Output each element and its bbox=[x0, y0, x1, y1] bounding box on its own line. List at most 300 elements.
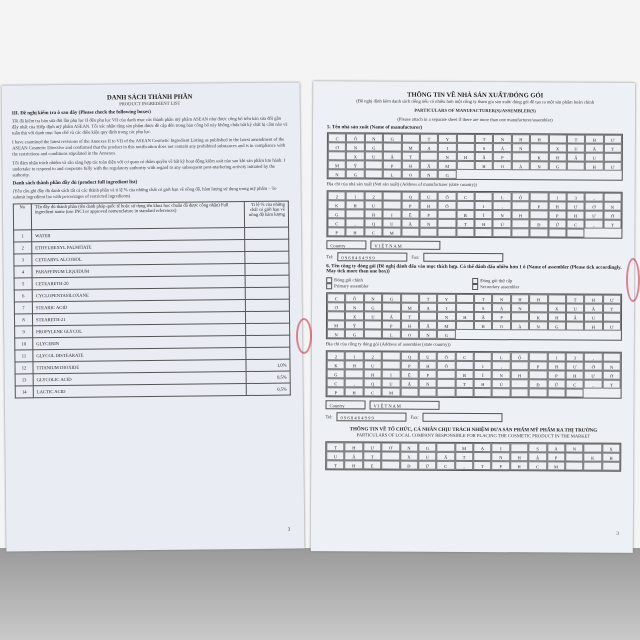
grid-cell: Ấ bbox=[383, 152, 401, 161]
grid-cell: Ấ bbox=[382, 312, 400, 321]
grid-cell: I bbox=[383, 210, 401, 219]
grid-cell: G bbox=[328, 209, 346, 218]
grid-cell bbox=[492, 388, 510, 397]
primary-label-vi: Đóng gói chính bbox=[334, 277, 363, 283]
grid-cell: Ậ bbox=[400, 379, 418, 388]
grid-cell bbox=[364, 329, 382, 338]
grid-cell: Ứ bbox=[547, 379, 565, 388]
grid-cell: H bbox=[345, 460, 363, 469]
grid-cell: M bbox=[327, 320, 345, 329]
grid-cell bbox=[457, 134, 475, 143]
ingredient-number: 14 bbox=[15, 386, 33, 398]
grid-cell: Ư bbox=[604, 135, 622, 144]
grid-cell: N bbox=[492, 294, 510, 303]
grid-cell: Ố bbox=[438, 192, 456, 201]
grid-cell: Ẩ bbox=[566, 312, 584, 321]
grid-cell: G bbox=[547, 321, 565, 330]
grid-cell: Ớ bbox=[602, 371, 620, 380]
grid-cell: C bbox=[364, 227, 382, 236]
grid-cell: Ậ bbox=[474, 312, 492, 321]
grid-cell: C bbox=[328, 133, 346, 142]
ingredient-name: TITANIUM DIOXIDE bbox=[33, 360, 246, 374]
tel-value: 0 9 6 8 4 6 4 9 9 9 bbox=[337, 412, 407, 421]
grid-cell: , bbox=[584, 380, 602, 389]
grid-cell: Ạ bbox=[419, 303, 437, 312]
grid-cell: X bbox=[400, 452, 418, 461]
grid-cell bbox=[383, 143, 401, 152]
grid-cell: M bbox=[401, 143, 419, 152]
grid-cell bbox=[438, 219, 456, 228]
grid-cell: U bbox=[365, 151, 383, 160]
grid-cell bbox=[511, 201, 529, 210]
grid-cell: P bbox=[547, 370, 565, 379]
grid-cell: I bbox=[382, 370, 400, 379]
grid-cell bbox=[381, 452, 399, 461]
grid-cell: 1 bbox=[345, 351, 363, 360]
grid-cell: Ả bbox=[493, 143, 511, 152]
grid-cell: , bbox=[455, 461, 473, 470]
grid-cell: Ả bbox=[492, 303, 510, 312]
grid-cell: H bbox=[566, 210, 584, 219]
grid-cell: H bbox=[510, 461, 528, 470]
grid-cell: Ư bbox=[603, 295, 621, 304]
grid-cell: Ư bbox=[566, 201, 584, 210]
grid-cell: Ấ bbox=[345, 451, 363, 460]
grid-cell bbox=[382, 352, 400, 361]
assembler-address-label: Địa chỉ của công ty đóng gói (Address of assembler (state country)) bbox=[325, 341, 451, 347]
grid-cell bbox=[400, 388, 418, 397]
grid-cell: H bbox=[345, 360, 363, 369]
ingredient-percent bbox=[246, 335, 290, 347]
ingredient-name: CETEARETH-20 bbox=[32, 276, 245, 290]
grid-cell: X bbox=[548, 303, 566, 312]
ingredient-percent bbox=[245, 227, 289, 239]
assembler-heading: 6. Tên công ty đóng gói (Đề nghị đánh dấu vào mục thích hợp. Có thể đánh dấu nhiều hơn 1 ô (Name of assembler (Please tick accordingly. May tick more than one box)) bbox=[326, 264, 622, 275]
grid-cell: C bbox=[455, 352, 473, 361]
grid-cell: K bbox=[583, 453, 601, 462]
grid-cell: H bbox=[364, 209, 382, 218]
grid-cell: , bbox=[584, 353, 602, 362]
grid-cell bbox=[456, 294, 474, 303]
grid-cell: K bbox=[328, 200, 346, 209]
grid-cell bbox=[455, 388, 473, 397]
grid-cell: Ố bbox=[437, 361, 455, 370]
grid-cell: O bbox=[401, 170, 419, 179]
grid-cell bbox=[419, 228, 437, 237]
ingredient-percent bbox=[245, 311, 289, 323]
grid-cell: T bbox=[602, 380, 620, 389]
grid-cell: N bbox=[529, 321, 547, 330]
grid-cell: Ơ bbox=[327, 302, 345, 311]
grid-cell: C bbox=[436, 461, 454, 470]
grid-cell: Ứ bbox=[418, 461, 436, 470]
ingredient-name: GLYCERIN bbox=[33, 336, 246, 350]
ingredient-number: 3 bbox=[14, 254, 32, 266]
assembler-address-grid bbox=[326, 350, 622, 399]
red-stamp-right bbox=[626, 258, 640, 302]
grid-cell: H bbox=[585, 135, 603, 144]
grid-cell bbox=[602, 353, 620, 362]
ingredient-percent bbox=[245, 299, 289, 311]
ingredient-percent: 0,5% bbox=[246, 383, 290, 395]
grid-cell: P bbox=[493, 152, 511, 161]
grid-cell: G bbox=[418, 443, 436, 452]
tel-value: 0 9 6 8 4 6 4 9 9 9 bbox=[337, 252, 407, 261]
ingredient-list-heading: Danh sách thành phần đầy đủ (product full ingredient list) bbox=[12, 180, 138, 187]
grid-cell bbox=[602, 462, 620, 471]
ingredient-name: STEARIC ACID bbox=[32, 300, 245, 314]
grid-cell: Ậ bbox=[528, 452, 546, 461]
grid-cell: H bbox=[510, 452, 528, 461]
grid-cell: H bbox=[529, 294, 547, 303]
grid-cell: P bbox=[529, 361, 547, 370]
grid-cell: P bbox=[327, 227, 345, 236]
grid-cell: M bbox=[383, 228, 401, 237]
grid-cell bbox=[382, 303, 400, 312]
grid-cell bbox=[418, 388, 436, 397]
fax-value bbox=[424, 253, 504, 262]
grid-cell: 1 bbox=[475, 201, 493, 210]
grid-cell: P bbox=[548, 210, 566, 219]
grid-cell bbox=[603, 193, 621, 202]
manufacturer-name-grid bbox=[327, 132, 623, 181]
grid-cell: H bbox=[584, 295, 602, 304]
grid-cell: C bbox=[327, 218, 345, 227]
grid-cell: T bbox=[603, 144, 621, 153]
grid-cell: G bbox=[437, 330, 455, 339]
grid-cell: 2 bbox=[328, 191, 346, 200]
grid-cell bbox=[419, 312, 437, 321]
secondary-checkbox-en[interactable] bbox=[472, 284, 478, 290]
ingredient-percent bbox=[245, 239, 289, 251]
grid-cell bbox=[511, 219, 529, 228]
grid-cell: M bbox=[401, 303, 419, 312]
tel-label: Tel: bbox=[325, 414, 333, 420]
grid-cell bbox=[603, 313, 621, 322]
primary-checkbox-en[interactable] bbox=[326, 283, 332, 289]
grid-cell: Ệ bbox=[400, 370, 418, 379]
column-header-no: No bbox=[13, 204, 31, 230]
grid-cell: Ạ bbox=[420, 143, 438, 152]
ingredient-number: 9 bbox=[15, 326, 33, 338]
grid-cell: , bbox=[346, 218, 364, 227]
grid-cell bbox=[420, 152, 438, 161]
grid-cell: Ấ bbox=[436, 452, 454, 461]
grid-cell: Ơ bbox=[328, 142, 346, 151]
grid-cell: P bbox=[400, 361, 418, 370]
grid-cell: H bbox=[511, 294, 529, 303]
grid-cell: Ố bbox=[438, 201, 456, 210]
grid-cell bbox=[565, 452, 583, 461]
grid-cell: Ẩ bbox=[419, 321, 437, 330]
grid-cell: Ấ bbox=[584, 304, 602, 313]
grid-cell: Ệ bbox=[401, 210, 419, 219]
grid-cell: Y bbox=[437, 294, 455, 303]
ingredient-list-note: (Yêu cầu ghi đầy đủ danh sách tất cả các thành phần và tỉ lệ % của những chất có giới hạn về nồng độ, hàm lượng sử dụng trong mỹ phẩm – To submit ingredient list with percentages of restricted ingredients) bbox=[12, 185, 277, 200]
ingredient-percent bbox=[245, 251, 289, 263]
red-stamp-left bbox=[296, 318, 312, 354]
page-title: THÔNG TIN VỀ NHÀ SẢN XUẤT/ĐÓNG GÓI bbox=[407, 91, 544, 100]
grid-cell: P bbox=[419, 210, 437, 219]
grid-cell bbox=[566, 321, 584, 330]
grid-cell: G bbox=[364, 302, 382, 311]
ingredient-number: 2 bbox=[14, 242, 32, 254]
grid-cell: U bbox=[364, 311, 382, 320]
page-subtitle: PRODUCT INGREDIENT LIST bbox=[119, 100, 181, 107]
grid-cell: S bbox=[474, 303, 492, 312]
grid-cell bbox=[493, 228, 511, 237]
grid-cell: H bbox=[584, 322, 602, 331]
assembler-country-row bbox=[326, 400, 622, 411]
grid-cell bbox=[456, 228, 474, 237]
fax-label: Fax: bbox=[410, 414, 419, 420]
grid-cell: Ư bbox=[585, 211, 603, 220]
ingredient-percent: 0,5% bbox=[246, 371, 290, 383]
grid-cell: Ố bbox=[437, 352, 455, 361]
grid-cell: 2 bbox=[327, 351, 345, 360]
grid-cell bbox=[583, 462, 601, 471]
grid-cell: Đ bbox=[400, 461, 418, 470]
manufacturer-address-grid bbox=[326, 190, 622, 239]
grid-cell: N bbox=[400, 443, 418, 452]
grid-cell: Ẩ bbox=[567, 152, 585, 161]
grid-cell: T bbox=[455, 379, 473, 388]
grid-cell: T bbox=[363, 451, 381, 460]
grid-cell bbox=[456, 201, 474, 210]
ingredient-percent bbox=[246, 347, 290, 359]
ingredient-percent bbox=[246, 323, 290, 335]
grid-cell bbox=[548, 228, 566, 237]
grid-cell: H bbox=[548, 152, 566, 161]
grid-cell: P bbox=[401, 201, 419, 210]
grid-cell bbox=[530, 143, 548, 152]
grid-cell: N bbox=[565, 443, 583, 452]
primary-label-en: Primary assembler bbox=[334, 283, 369, 289]
fax-value bbox=[423, 413, 503, 422]
grid-cell: T bbox=[400, 312, 418, 321]
grid-cell: U bbox=[419, 192, 437, 201]
grid-cell: T bbox=[475, 134, 493, 143]
grid-cell bbox=[474, 228, 492, 237]
grid-cell: Ì bbox=[474, 370, 492, 379]
grid-cell: N bbox=[327, 329, 345, 338]
ingredient-name: ETHYLHEXYL PALMITATE bbox=[32, 240, 245, 254]
grid-cell bbox=[456, 161, 474, 170]
ingredient-number: 7 bbox=[14, 302, 32, 314]
grid-cell: P bbox=[492, 312, 510, 321]
grid-cell: N bbox=[365, 133, 383, 142]
grid-cell: 1 bbox=[548, 192, 566, 201]
grid-cell: H bbox=[585, 162, 603, 171]
ingredient-number: 11 bbox=[15, 350, 33, 362]
grid-cell: B bbox=[456, 210, 474, 219]
grid-cell: N bbox=[345, 302, 363, 311]
grid-cell: L bbox=[492, 352, 510, 361]
grid-cell: H bbox=[345, 387, 363, 396]
grid-cell bbox=[529, 370, 547, 379]
grid-cell bbox=[437, 443, 455, 452]
grid-cell bbox=[438, 228, 456, 237]
grid-cell: 3 bbox=[566, 352, 584, 361]
grid-cell: Đ bbox=[529, 379, 547, 388]
grid-cell: T bbox=[326, 442, 344, 451]
grid-cell: U bbox=[418, 452, 436, 461]
grid-cell bbox=[383, 201, 401, 210]
grid-cell: P bbox=[547, 452, 565, 461]
column-header-percent: Tỉ lệ % của những chất có giới hạn về nồng độ hàm lượng bbox=[244, 201, 288, 227]
grid-cell: Ậ bbox=[475, 152, 493, 161]
grid-cell: G bbox=[365, 142, 383, 151]
grid-cell bbox=[401, 228, 419, 237]
manufacturer-name-label: 5. Tên nhà sản xuất (Name of manufacturer) bbox=[326, 125, 423, 131]
grid-cell: I bbox=[437, 303, 455, 312]
grid-cell bbox=[530, 228, 548, 237]
grid-cell: T bbox=[455, 452, 473, 461]
grid-cell: U bbox=[419, 352, 437, 361]
grid-cell: M bbox=[438, 161, 456, 170]
grid-cell: H bbox=[475, 161, 493, 170]
grid-cell: H bbox=[512, 134, 530, 143]
grid-cell: Q bbox=[363, 378, 381, 387]
ingredient-name: GLYCOLIC ACID bbox=[33, 372, 246, 386]
grid-cell bbox=[565, 461, 583, 470]
grid-cell bbox=[365, 160, 383, 169]
grid-cell: N bbox=[511, 303, 529, 312]
grid-cell: T bbox=[419, 294, 437, 303]
grid-cell: T bbox=[420, 134, 438, 143]
grid-cell: T bbox=[566, 294, 584, 303]
grid-cell bbox=[548, 294, 566, 303]
grid-cell: G bbox=[346, 169, 364, 178]
secondary-label-en: Secondary assembler bbox=[480, 284, 520, 290]
grid-cell: Ỹ bbox=[346, 160, 364, 169]
grid-cell: N bbox=[492, 452, 510, 461]
grid-cell: G bbox=[383, 134, 401, 143]
grid-cell bbox=[456, 303, 474, 312]
grid-cell: B bbox=[455, 370, 473, 379]
ingredient-number: 5 bbox=[14, 278, 32, 290]
manufacturer-info-page bbox=[311, 81, 635, 553]
grid-cell: M bbox=[382, 388, 400, 397]
grid-cell: T bbox=[603, 220, 621, 229]
grid-cell bbox=[510, 443, 528, 452]
ingredient-list-page bbox=[2, 82, 305, 551]
grid-cell: H bbox=[346, 200, 364, 209]
grid-cell: H bbox=[401, 161, 419, 170]
grid-cell: Ì bbox=[475, 210, 493, 219]
ingredient-number: 1 bbox=[14, 230, 32, 242]
grid-cell bbox=[346, 209, 364, 218]
column-header-name: Tên đầy đủ thành phần (tên danh pháp quốc tế hoặc sử dụng tên khoa học chuẩn đã được công nhận) Full ingredient name (use INCI or approved nomenclature in standard references) bbox=[31, 202, 244, 230]
grid-cell: X bbox=[345, 311, 363, 320]
grid-cell: H bbox=[548, 201, 566, 210]
grid-cell bbox=[529, 303, 547, 312]
grid-cell: N bbox=[419, 330, 437, 339]
grid-cell bbox=[437, 379, 455, 388]
responsible-party-heading: THÔNG TIN VỀ TỔ CHỨC, CÁ NHÂN CHỊU TRÁCH NHIỆM ĐƯA SẢN PHẨM MỸ PHẨM RA THỊ TRƯỜNG bbox=[349, 427, 598, 434]
grid-cell: Ớ bbox=[603, 211, 621, 220]
grid-cell: I bbox=[438, 143, 456, 152]
grid-cell: C bbox=[528, 461, 546, 470]
grid-cell: Ư bbox=[584, 371, 602, 380]
grid-cell: H bbox=[602, 453, 620, 462]
ingredient-row bbox=[15, 383, 290, 398]
grid-cell bbox=[512, 152, 530, 161]
grid-cell: Ả bbox=[547, 443, 565, 452]
grid-cell: P bbox=[383, 161, 401, 170]
grid-cell: Ư bbox=[603, 162, 621, 171]
fax-label: Fax: bbox=[411, 254, 420, 260]
undertaking-text: Tôi đảm nhận trách nhiệm và sẵn sàng hợp tác toàn diện với cơ quan có thẩm quyền về bất kỳ hoạt động kiểm soát nào sau khi sản phẩm lưu hành. I undertake to respond to and cooperate fully with the regulatory authority with regard to any subsequent post-marketing activity initiated by the authority. bbox=[12, 157, 286, 178]
grid-cell: N bbox=[328, 169, 346, 178]
grid-cell bbox=[455, 361, 473, 370]
page-subtitle: (Đề nghị đính kèm danh sách riêng nếu có nhiều hơn một công ty tham gia sản xuất/ đóng gói đề tạo ra một sản phẩm hoàn chỉnh bbox=[356, 98, 595, 105]
grid-cell: À bbox=[511, 321, 529, 330]
grid-cell: Ủ bbox=[493, 219, 511, 228]
grid-cell: I bbox=[492, 443, 510, 452]
grid-cell: Q bbox=[401, 192, 419, 201]
grid-cell: C bbox=[566, 219, 584, 228]
country-row bbox=[326, 240, 622, 251]
grid-cell bbox=[381, 461, 399, 470]
grid-cell: Ậ bbox=[401, 219, 419, 228]
ingredient-percent bbox=[245, 263, 289, 275]
ingredient-number: 4 bbox=[14, 266, 32, 278]
grid-cell: G bbox=[345, 329, 363, 338]
grid-cell: L bbox=[382, 330, 400, 339]
grid-cell: Ư bbox=[566, 361, 584, 370]
grid-cell: N bbox=[346, 142, 364, 151]
declaration-en: I have examined the latest revisions of the Annexes II to VII of the ASEAN Cosmetic Ingredient Listing as published in the latest amendment of the ASEAN Cosmetic Directive and confirmed that the product in this notification does not contain any prohibited substances and is in compliance with the restrictions and conditions stipulated in the Annexes. bbox=[12, 136, 286, 157]
grid-cell bbox=[510, 379, 528, 388]
grid-cell: O bbox=[492, 321, 510, 330]
assembler-options bbox=[326, 277, 622, 291]
grid-cell: N bbox=[530, 161, 548, 170]
grid-cell: X bbox=[346, 151, 364, 160]
grid-cell: C bbox=[327, 378, 345, 387]
grid-cell: H bbox=[346, 227, 364, 236]
grid-cell bbox=[511, 228, 529, 237]
grid-cell: Ờ bbox=[585, 202, 603, 211]
grid-cell: U bbox=[567, 143, 585, 152]
grid-cell: M bbox=[437, 321, 455, 330]
grid-cell: N bbox=[420, 170, 438, 179]
grid-cell: , bbox=[492, 361, 510, 370]
grid-cell bbox=[475, 192, 493, 201]
grid-cell bbox=[511, 312, 529, 321]
grid-cell: G bbox=[382, 294, 400, 303]
grid-cell: Ẩ bbox=[420, 161, 438, 170]
grid-cell: Ô bbox=[346, 133, 364, 142]
grid-cell bbox=[345, 369, 363, 378]
grid-cell: G bbox=[548, 161, 566, 170]
grid-cell: Ấ bbox=[585, 144, 603, 153]
grid-cell: Ờ bbox=[584, 362, 602, 371]
grid-cell: H bbox=[511, 210, 529, 219]
grid-cell: Ạ bbox=[473, 443, 491, 452]
grid-cell: H bbox=[547, 361, 565, 370]
grid-cell: O bbox=[493, 161, 511, 170]
grid-cell bbox=[473, 452, 491, 461]
grid-cell: T bbox=[474, 294, 492, 303]
grid-cell: H bbox=[419, 201, 437, 210]
grid-cell bbox=[327, 311, 345, 320]
grid-cell bbox=[474, 352, 492, 361]
grid-cell: Ư bbox=[603, 322, 621, 331]
grid-cell: C bbox=[363, 387, 381, 396]
grid-cell: À bbox=[512, 161, 530, 170]
grid-cell: T bbox=[456, 219, 474, 228]
